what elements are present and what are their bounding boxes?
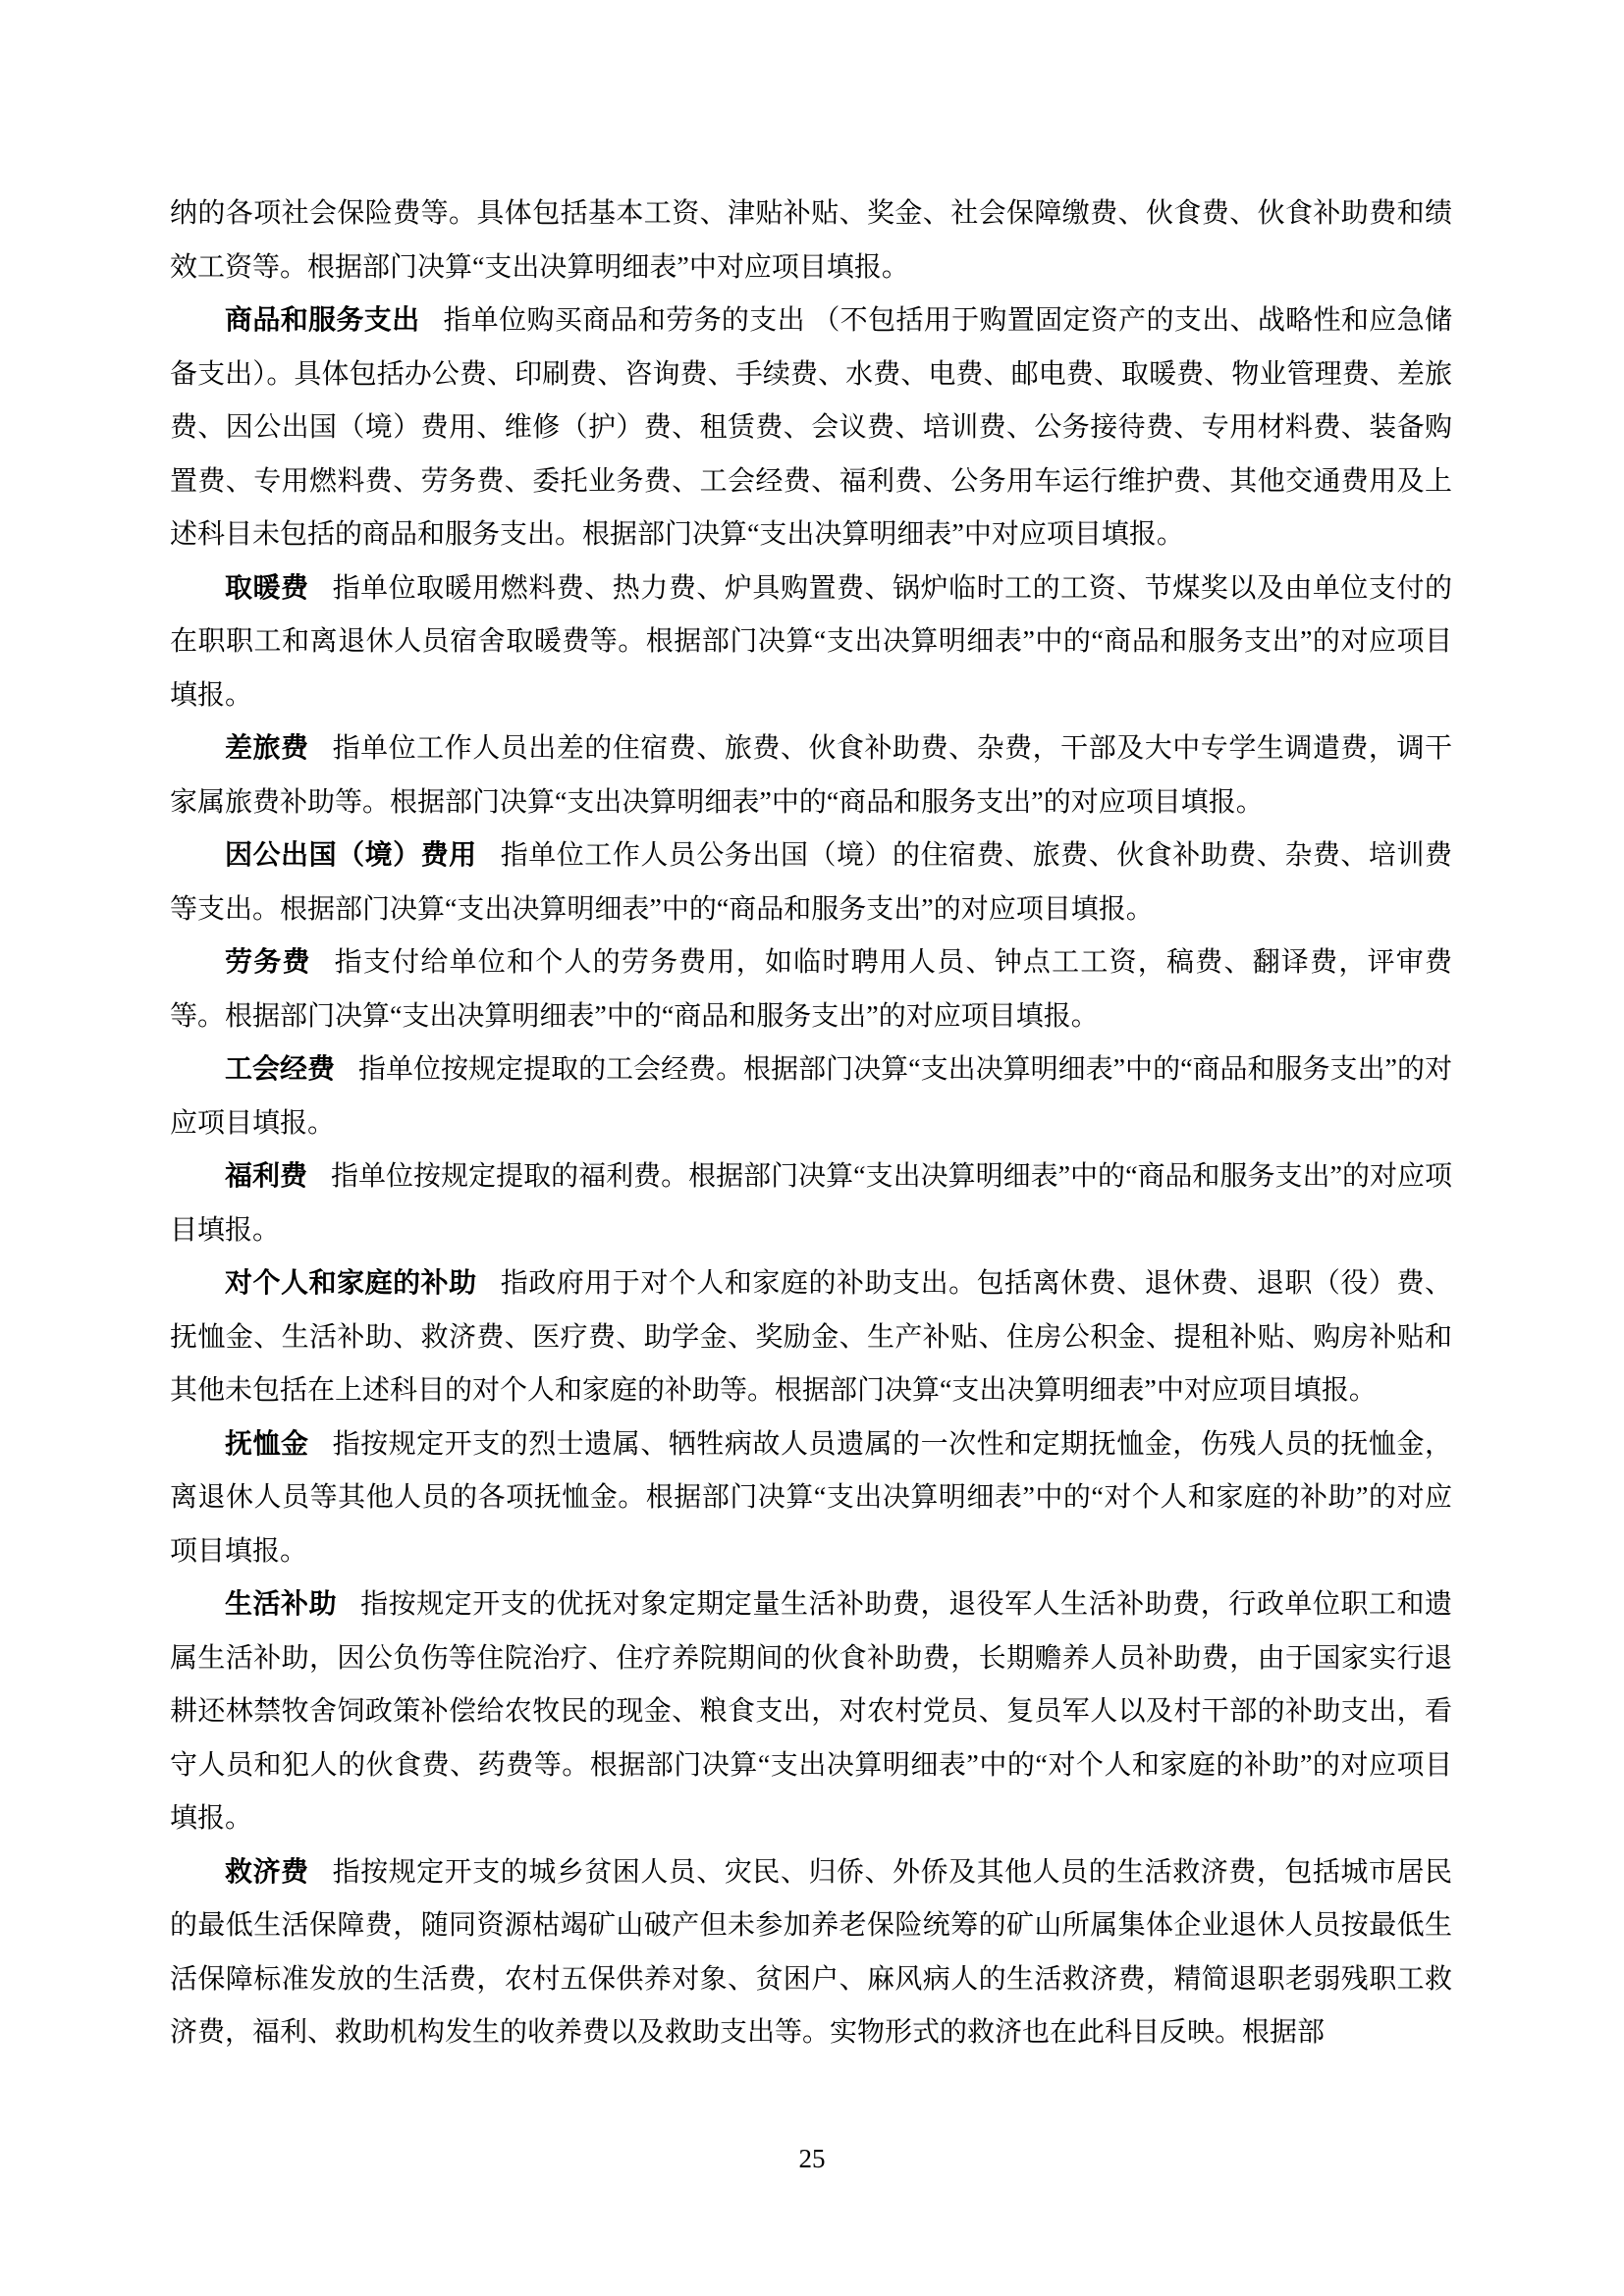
paragraph-subsidies-individuals-families	[170, 1257, 1452, 1418]
paragraph-social-insurance-continuation	[170, 187, 1452, 294]
term-heading: 取暖费	[225, 572, 309, 604]
paragraph-labor-service-fee	[170, 936, 1452, 1043]
term-definition: 指单位工作人员出差的住宿费、旅费、伙食补助费、杂费，干部及大中专学生调遣费，调干家属旅费补助等。根据部门决算“支出决算明细表”中的“商品和服务支出”的对应项目填报。	[170, 733, 1452, 818]
paragraph-living-allowance	[170, 1578, 1452, 1846]
paragraph-pension-payments	[170, 1418, 1452, 1579]
term-heading: 对个人和家庭的补助	[225, 1268, 477, 1299]
term-heading: 商品和服务支出	[225, 305, 420, 336]
paragraph-overseas-travel-expenses	[170, 829, 1452, 936]
term-heading: 因公出国（境）费用	[225, 840, 477, 871]
term-definition: 指按规定开支的城乡贫困人员、灾民、归侨、外侨及其他人员的生活救济费，包括城市居民的最低生活保障费，随同资源枯竭矿山破产但未参加养老保险统筹的矿山所属集体企业退休人员按最低生活保障标准发放的生活费，农村五保供养对象、贫困户、麻风病人的生活救济费，精简退职老弱残职工救济费，福利、救助机构发生的收养费以及救助支出等。实物形式的救济也在此科目反映。根据部	[170, 1856, 1452, 2048]
term-heading: 工会经费	[225, 1054, 336, 1085]
term-definition: 指支付给单位和个人的劳务费用，如临时聘用人员、钟点工工资，稿费、翻译费，评审费等。根据部门决算“支出决算明细表”中的“商品和服务支出”的对应项目填报。	[170, 947, 1452, 1032]
term-heading: 抚恤金	[225, 1428, 309, 1460]
term-definition: 指按规定开支的优抚对象定期定量生活补助费，退役军人生活补助费，行政单位职工和遗属生活补助，因公负伤等住院治疗、住疗养院期间的伙食补助费，长期赡养人员补助费，由于国家实行退耕还林禁牧舍饲政策补偿给农牧民的现金、粮食支出，对农村党员、复员军人以及村干部的补助支出，看守人员和犯人的伙食费、药费等。根据部门决算“支出决算明细表”中的“对个人和家庭的补助”的对应项目填报。	[170, 1589, 1452, 1834]
paragraph-union-funds	[170, 1043, 1452, 1150]
term-heading: 生活补助	[225, 1589, 338, 1620]
term-heading: 差旅费	[225, 733, 309, 764]
term-definition: 指单位取暖用燃料费、热力费、炉具购置费、锅炉临时工的工资、节煤奖以及由单位支付的在职职工和离退休人员宿舍取暖费等。根据部门决算“支出决算明细表”中的“商品和服务支出”的对应项目填报。	[170, 572, 1452, 711]
document-body-text	[170, 187, 1452, 2060]
paragraph-heating-fee	[170, 562, 1452, 723]
paragraph-welfare-fee	[170, 1150, 1452, 1257]
term-definition: 指单位按规定提取的工会经费。根据部门决算“支出决算明细表”中的“商品和服务支出”的对应项目填报。	[170, 1054, 1452, 1139]
term-definition: 指单位工作人员公务出国（境）的住宿费、旅费、伙食补助费、杂费、培训费等支出。根据部门决算“支出决算明细表”中的“商品和服务支出”的对应项目填报。	[170, 840, 1452, 925]
term-heading: 劳务费	[225, 947, 311, 978]
paragraph-travel-expenses	[170, 722, 1452, 829]
term-definition: 指按规定开支的烈士遗属、牺牲病故人员遗属的一次性和定期抚恤金，伤残人员的抚恤金，离退休人员等其他人员的各项抚恤金。根据部门决算“支出决算明细表”中的“对个人和家庭的补助”的对应项目填报。	[170, 1428, 1452, 1567]
term-definition: 指政府用于对个人和家庭的补助支出。包括离休费、退休费、退职（役）费、抚恤金、生活补助、救济费、医疗费、助学金、奖励金、生产补贴、住房公积金、提租补贴、购房补贴和其他未包括在上述科目的对个人和家庭的补助等。根据部门决算“支出决算明细表”中对应项目填报。	[170, 1268, 1452, 1406]
term-heading: 救济费	[225, 1856, 309, 1888]
term-definition: 指单位购买商品和劳务的支出 （不包括用于购置固定资产的支出、战略性和应急储备支出）。具体包括办公费、印刷费、咨询费、手续费、水费、电费、邮电费、取暖费、物业管理费、差旅费、因公出国（境）费用、维修（护）费、租赁费、会议费、培训费、公务接待费、专用材料费、装备购置费、专用燃料费、劳务费、委托业务费、工会经费、福利费、公务用车运行维护费、其他交通费用及上述科目未包括的商品和服务支出。根据部门决算“支出决算明细表”中对应项目填报。	[170, 305, 1452, 550]
term-definition: 指单位按规定提取的福利费。根据部门决算“支出决算明细表”中的“商品和服务支出”的对应项目填报。	[170, 1161, 1452, 1246]
term-definition: 纳的各项社会保险费等。具体包括基本工资、津贴补贴、奖金、社会保障缴费、伙食费、伙食补助费和绩效工资等。根据部门决算“支出决算明细表”中对应项目填报。	[170, 198, 1452, 283]
page-number: 25	[798, 2144, 826, 2173]
paragraph-relief-fee	[170, 1846, 1452, 2060]
paragraph-goods-and-services-expenditure	[170, 294, 1452, 562]
term-heading: 福利费	[225, 1161, 308, 1192]
